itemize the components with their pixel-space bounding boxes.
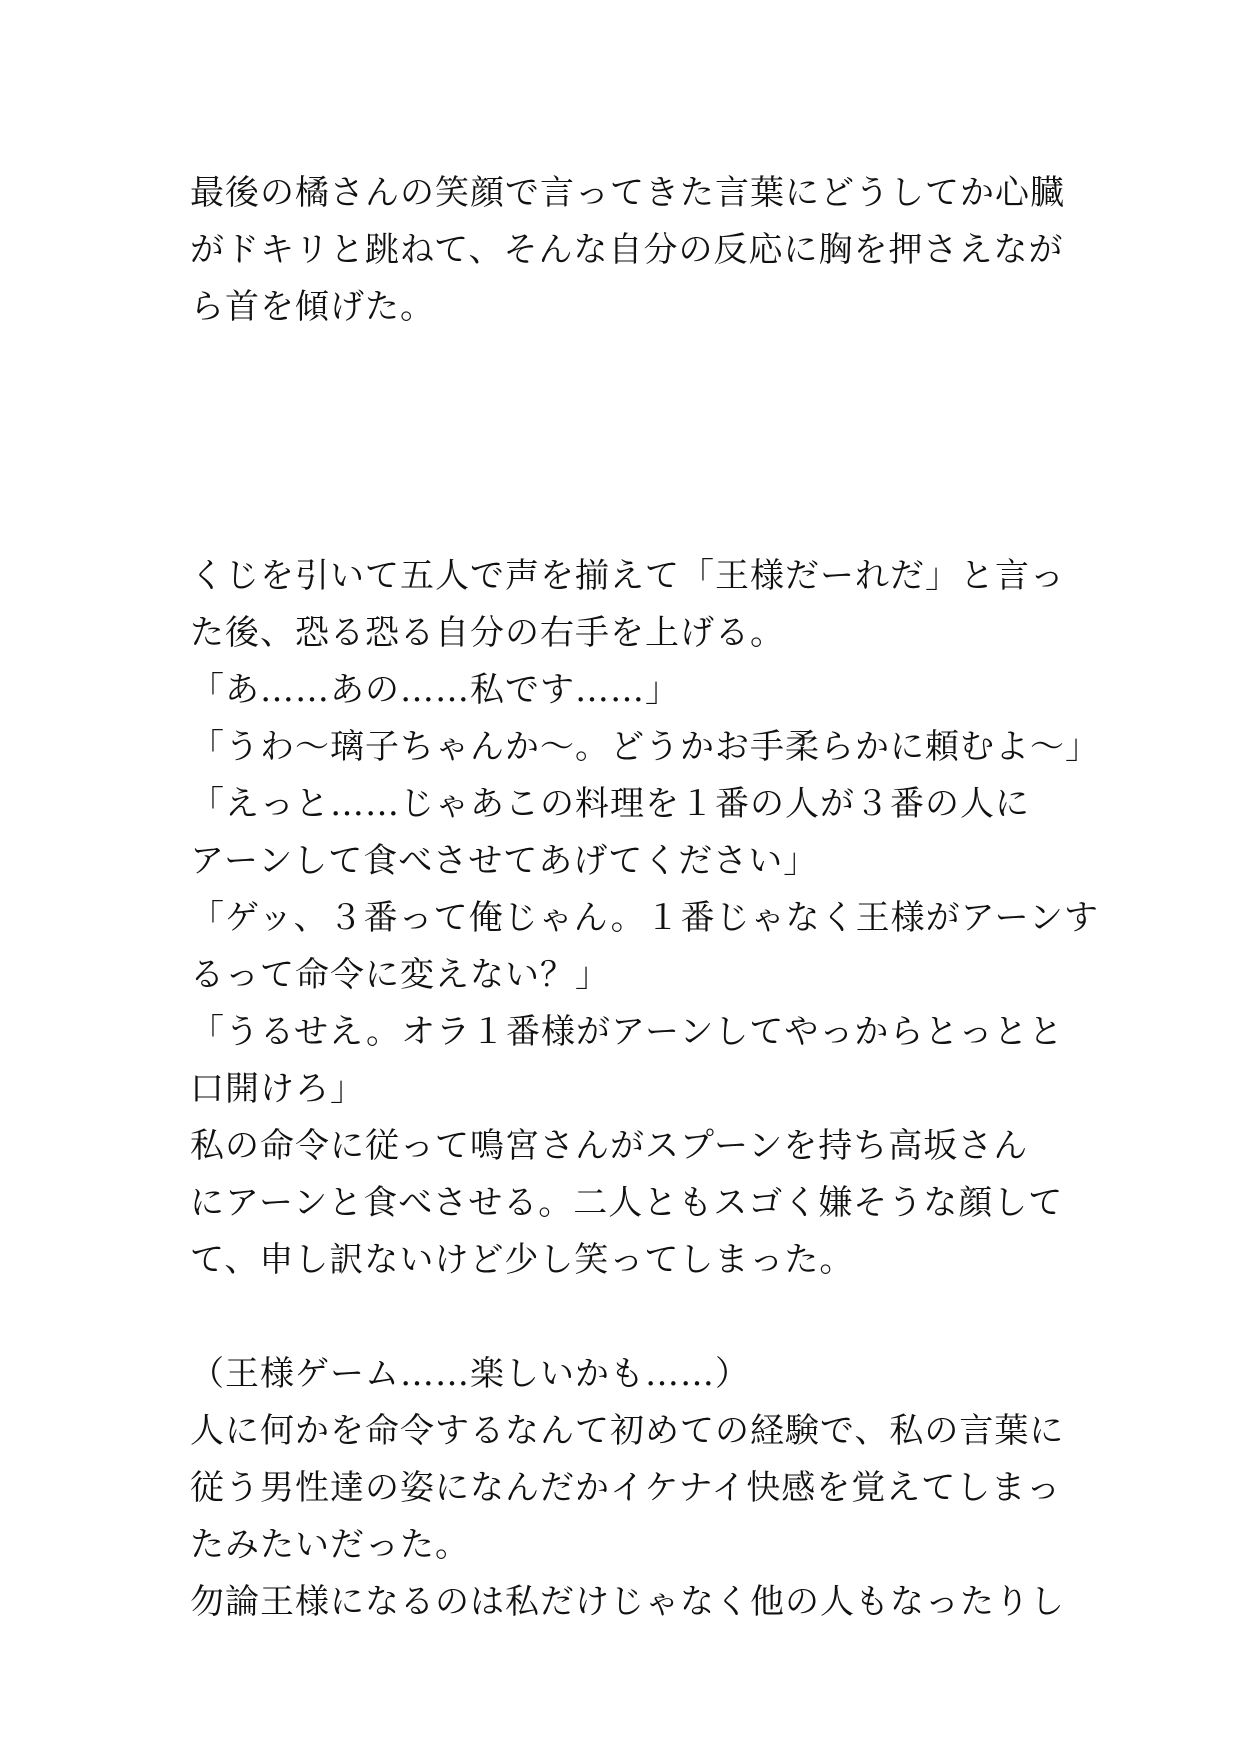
dialogue-line: 「あ……あの……私です……」 bbox=[190, 670, 680, 710]
text-line: 従う男性達の姿になんだかイケナイ快感を覚えてしまっ bbox=[190, 1468, 1062, 1508]
dialogue-line: アーンして食べさせてあげてください」 bbox=[190, 841, 819, 881]
paragraph-opening bbox=[190, 165, 1070, 336]
dialogue-line: 「えっと……じゃあこの料理を１番の人が３番の人に bbox=[190, 784, 1030, 824]
text-line: 私の命令に従って鳴宮さんがスプーンを持ち高坂さん bbox=[190, 1126, 1029, 1166]
text-line: 人に何かを命令するなんて初めての経験で、私の言葉に bbox=[190, 1411, 1065, 1451]
text-line: くじを引いて五人で声を揃えて「王様だーれだ」と言っ bbox=[190, 556, 1065, 596]
text-line: たみたいだった。 bbox=[190, 1525, 470, 1565]
text-line: 勿論王様になるのは私だけじゃなく他の人もなったりし bbox=[190, 1582, 1065, 1622]
dialogue-line: 口開けろ」 bbox=[190, 1069, 365, 1109]
text-line: た後、恐る恐る自分の右手を上げる。 bbox=[190, 613, 785, 653]
paragraph-gap bbox=[190, 1289, 1070, 1346]
text-line: がドキリと跳ねて、そんな自分の反応に胸を押さえなが bbox=[190, 230, 1064, 270]
dialogue-line: 「ゲッ、３番って俺じゃん。１番じゃなく王様がアーンす bbox=[190, 898, 1099, 938]
dialogue-line: 「うるせえ。オラ１番様がアーンしてやっからとっとと bbox=[190, 1012, 1064, 1052]
paragraph-king-game bbox=[190, 548, 1100, 1631]
inner-thought-line: （王様ゲーム……楽しいかも……） bbox=[190, 1354, 750, 1394]
text-line: て、申し訳ないけど少し笑ってしまった。 bbox=[190, 1240, 855, 1280]
text-line: 最後の橘さんの笑顔で言ってきた言葉にどうしてか心臓 bbox=[190, 173, 1065, 213]
text-line: にアーンと食べさせる。二人ともスゴく嫌そうな顔して bbox=[190, 1183, 1064, 1223]
dialogue-line: 「うわ〜璃子ちゃんか〜。どうかお手柔らかに頼むよ〜」 bbox=[190, 727, 1100, 767]
text-line: ら首を傾げた。 bbox=[190, 287, 435, 327]
dialogue-line: るって命令に変えない？」 bbox=[190, 955, 610, 995]
